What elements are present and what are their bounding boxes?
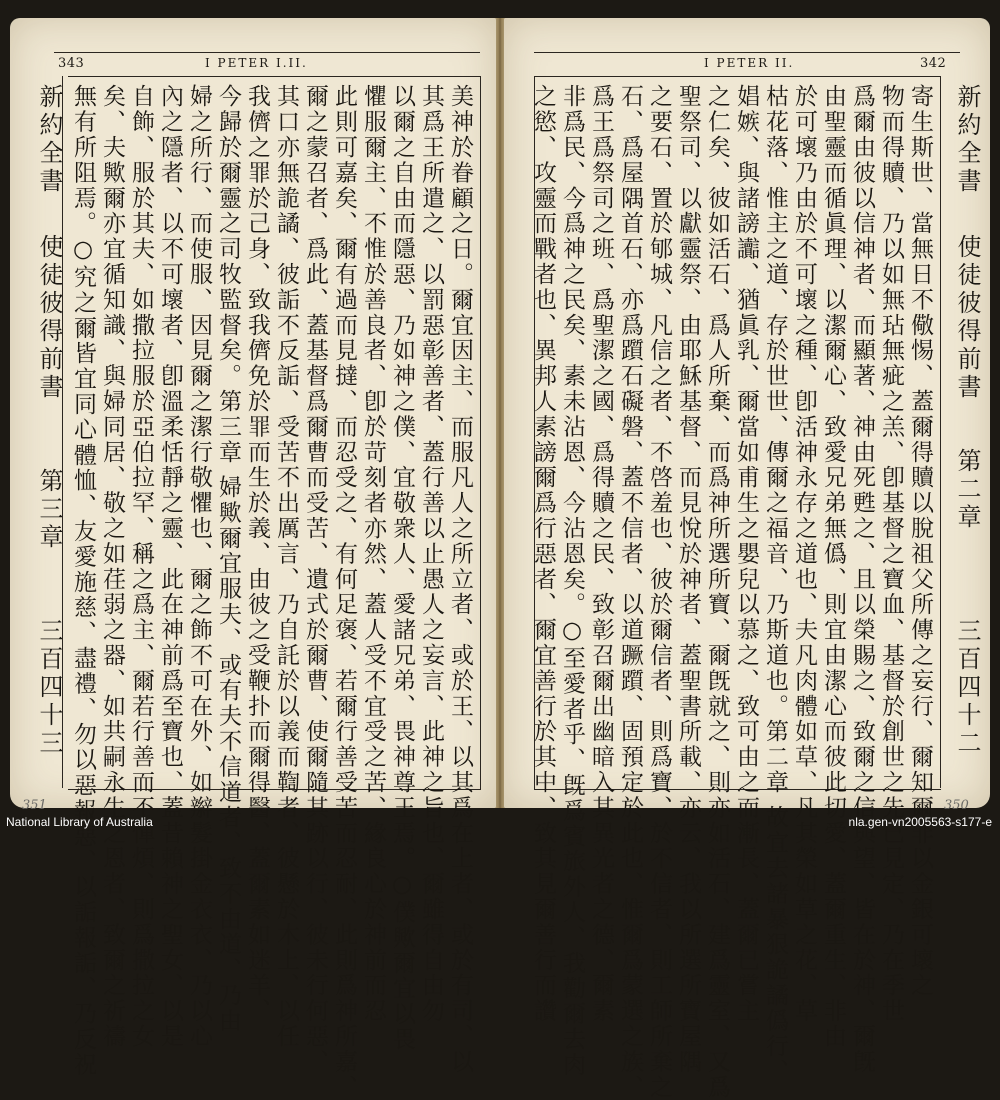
- running-head: I PETER II.: [704, 56, 795, 70]
- text-column: 之慾、攻靈而戰者也、異邦人素謗爾爲行惡者、爾宜善行於其中、致其見爾善行而讚: [530, 84, 556, 1024]
- pencil-note: 350: [944, 798, 969, 813]
- text-column: 以爾之自由而隱惡、乃如神之僕、宜敬衆人、愛諸兄弟、畏神尊王焉。○僕歟爾宜以畏: [389, 84, 415, 1053]
- margin-book-name: 使徒彼得前書: [953, 234, 981, 402]
- margin-rule: [62, 76, 63, 788]
- pencil-note: 351: [22, 798, 47, 813]
- text-column: 其口亦無詭譎、彼詬不反詬、受苦不出厲言、乃自託於以義而鞫者、彼懸於木上、以任: [273, 84, 299, 1050]
- text-column: 今歸於爾靈之司牧監督矣。第三章 婦歟爾宜服夫、或有夫不信道者、致不由道、乃由: [215, 84, 241, 1034]
- text-column: 爲爾由彼以信神者、而顯著、神由死甦之、且以榮賜之、致爾之信與望、皆在於神、爾旣: [849, 84, 875, 1075]
- text-column: 無有所阻焉。○究之爾皆宜同心體恤、友愛施慈、盡禮、勿以惡報惡、以詬報詬、乃反祝: [70, 84, 96, 1078]
- text-column: 內之隱者、以不可壞者、卽溫柔恬靜之靈、此在神前爲至寶也、蓋昔賴神之聖女、以是: [157, 84, 183, 1050]
- text-column: 其爲王所遣之、以罰惡彰善者、蓋行善以止愚人之妄言、此神之旨也、爾雖得自由勿: [418, 84, 444, 1024]
- margin-chapter: 第三章: [35, 468, 63, 552]
- header-rule: [54, 52, 480, 53]
- text-column: 此則可嘉矣、爾有過而見撻、而忍受之、有何足褒、若爾行善受苦而忍耐、此則爲神所嘉、: [331, 84, 357, 1100]
- text-column: 石、爲屋隅首石、亦爲躓石礙磐、蓋不信者、以道蹶躓、固預定於此也、惟爾爲蒙選之族、: [617, 84, 643, 1100]
- margin-book-title: 新約全書: [953, 84, 981, 196]
- text-column: 之仁矣、彼如活石、爲人所棄、而爲神所選所寶、爾旣就之、則亦如活石、建爲靈室、又爲: [704, 84, 730, 1100]
- page-number: 342: [920, 56, 947, 71]
- text-column: 懼服爾主、不惟於善良者、卽於苛刻者亦然、蓋人受不宜受之苦、緣良心於神前而忍: [360, 84, 386, 1024]
- text-column: 聖祭司、以獻靈祭、由耶穌基督、而見悅於神者、蓋聖書所載、亦云、我以所選所寶屋隅: [675, 84, 701, 1075]
- text-column: 於可壞乃由於不可壞之種、卽活神永存之道也、夫凡肉體如草、凡其榮如草之花、草: [791, 84, 817, 1024]
- text-column: 美神於眷顧之日。爾宜因主、而服凡人之所立者、或於王、以其爲在上者、或於有司、以: [447, 84, 473, 1075]
- margin-book-title: 新約全書: [35, 84, 63, 196]
- text-column: 寄生斯世、當無日不儆惕、蓋爾得贖以脫祖父所傳之妄行、爾知爾非以金銀可壞之: [907, 84, 933, 999]
- text-column: 爲王爲祭司之班、爲聖潔之國、爲得贖之民、致彰召爾出幽暗入其異光者之德、爾素: [588, 84, 614, 1024]
- text-column: 我儕之罪於己身、致我儕免於罪而生於義、由彼之受鞭扑而爾得醫、蓋爾素如迷羊、: [244, 84, 270, 1024]
- footer-institution: National Library of Australia: [6, 815, 153, 829]
- margin-page-number: 三百四十三: [35, 618, 63, 758]
- text-column: 非爲民、今爲神之民矣、素未沾恩、今沾恩矣。○至愛者乎、旣爲賓旅外人、我勸爾去肉: [559, 84, 585, 1078]
- running-head: I PETER I.II.: [205, 56, 308, 70]
- margin-page-number: 三百四十二: [953, 618, 981, 758]
- text-column: 之要石、置於郇城、凡信之者、不啓羞也、彼於爾信者、則爲寶、於不信者、則工師所棄之: [646, 84, 672, 1100]
- text-column: 枯花落、惟主之道、存於世世、傳爾之福音、乃斯道也。第二章 故宜去諸暴狠詭譎僞行、: [762, 84, 788, 1085]
- text-column: 娼嫉、與諸謗讟、猶眞乳、爾當如甫生之嬰兒以慕之、致可由之而漸長、蓋爾已嘗主: [733, 84, 759, 1024]
- page-number: 343: [58, 56, 85, 71]
- header-rule: [534, 52, 960, 53]
- text-column: 自飾、服於其夫、如撒拉服於亞伯拉罕、稱之爲主、爾若行善而不憚煩、則爲撒拉之女: [128, 84, 154, 1050]
- text-column: 婦之所行、而使服、因見爾之潔行敬懼也、爾之飾不可在外、如辮髮掛金衣衣、乃以心: [186, 84, 212, 1050]
- text-column: 物而得贖、乃以如無玷無疵之羔、卽基督之寶血、基督於創世之先已見定、乃在季世: [878, 84, 904, 1024]
- margin-book-name: 使徒彼得前書: [35, 234, 63, 402]
- footer-identifier: nla.gen-vn2005563-s177-e: [848, 815, 992, 829]
- margin-chapter: 第二章: [953, 448, 981, 532]
- text-column: 爾之蒙召者、爲此、蓋基督爲爾曹而受苦、遺式於爾曹、使爾隨其跡以行、彼未行何惡、: [302, 84, 328, 1075]
- text-column: 矣、夫歟爾亦宜循知識、與婦同居、敬之如荏弱之器、如共嗣永生之恩者、致爾之祈禱: [99, 84, 125, 1050]
- text-column: 由聖靈而循眞理、以潔爾心、致愛兄弟無僞、則宜由潔心而彼此切愛、蓋爾重生、非由: [820, 84, 846, 1050]
